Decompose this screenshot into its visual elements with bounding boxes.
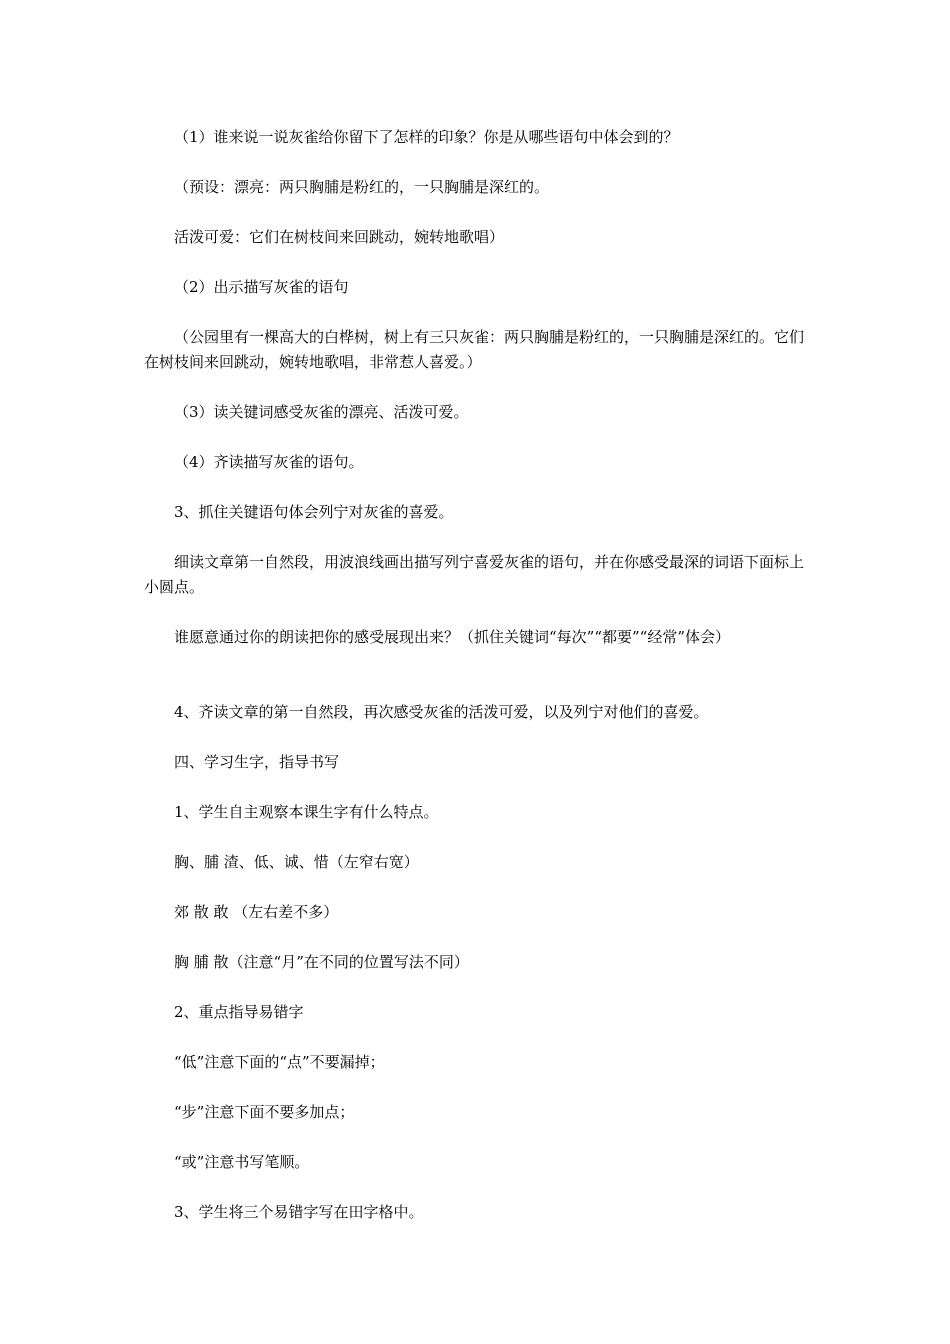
paragraph: 1、学生自主观察本课生字有什么特点。	[174, 803, 439, 821]
paragraph: 2、重点指导易错字	[174, 1003, 304, 1021]
paragraph: 郊 散 敢 （左右差不多）	[174, 903, 339, 921]
paragraph: “或”注意书写笔顺。	[174, 1153, 310, 1171]
paragraph: 4、齐读文章的第一自然段，再次感受灰雀的活泼可爱，以及列宁对他们的喜爱。	[174, 703, 709, 721]
paragraph: （4）齐读描写灰雀的语句。	[174, 453, 364, 471]
paragraph: （2）出示描写灰雀的语句	[174, 278, 349, 296]
paragraph: （预设：漂亮：两只胸脯是粉红的，一只胸脯是深红的。	[174, 178, 550, 196]
paragraph: （1）谁来说一说灰雀给你留下了怎样的印象？你是从哪些语句中体会到的？	[174, 128, 679, 146]
paragraph: 活泼可爱：它们在树枝间来回跳动，婉转地歌唱）	[174, 228, 505, 246]
paragraph: 谁愿意通过你的朗读把你的感受展现出来？（抓住关键词“每次”“都要”“经常”体会）	[174, 628, 731, 646]
paragraph: 胸 脯 散（注意“月”在不同的位置写法不同）	[174, 953, 469, 971]
paragraph: 3、学生将三个易错字写在田字格中。	[174, 1203, 424, 1221]
paragraph: 细读文章第一自然段，用波浪线画出描写列宁喜爱灰雀的语句，并在你感受最深的词语下面标上小圆点。	[144, 553, 805, 596]
paragraph: 胸、脯 渣、低、诚、惜（左窄右宽）	[174, 853, 419, 871]
paragraph: “低”注意下面的“点”不要漏掉；	[174, 1053, 385, 1071]
paragraph: （3）读关键词感受灰雀的漂亮、活泼可爱。	[174, 403, 469, 421]
paragraph: （公园里有一棵高大的白桦树，树上有三只灰雀：两只胸脯是粉红的，一只胸脯是深红的。它们在树枝间来回跳动，婉转地歌唱，非常惹人喜爱。）	[144, 328, 805, 371]
section-heading: 四、学习生字，指导书写	[174, 753, 340, 771]
paragraph: “步”注意下面不要多加点；	[174, 1103, 355, 1121]
paragraph: 3、抓住关键语句体会列宁对灰雀的喜爱。	[174, 503, 454, 521]
